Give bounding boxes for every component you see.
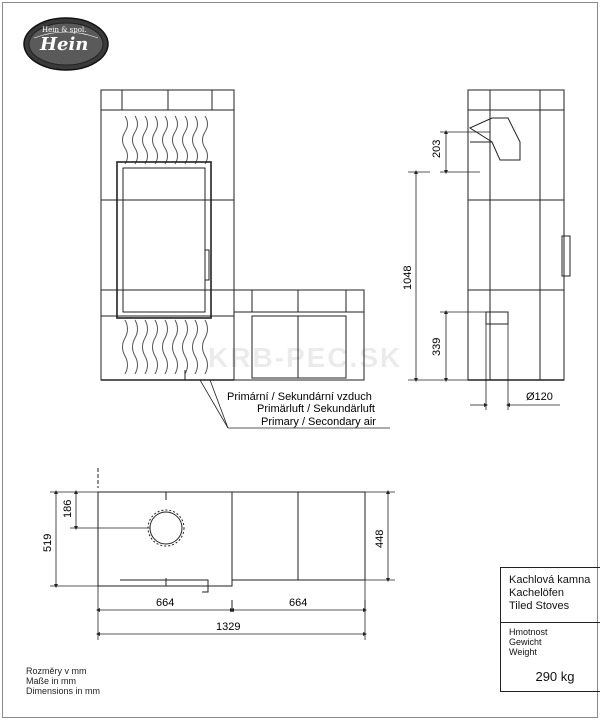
dim-flue-offset: 203 (431, 139, 443, 158)
title-line-de: Kachelöfen (509, 587, 565, 599)
logo-top-text: Hein & spol. (42, 26, 87, 34)
units-note-en: Dimensions in mm (26, 686, 101, 696)
dim-flue-height: 1048 (402, 265, 414, 290)
dim-depth-total: 519 (42, 533, 54, 552)
weight-label-cz: Hmotnost (509, 627, 548, 637)
units-note (26, 666, 100, 696)
title-block (500, 567, 600, 692)
title-line-cz: Kachlová kamna (509, 574, 591, 586)
logo-main-text: Hein (40, 34, 89, 55)
units-note-cz: Rozměry v mm (26, 666, 87, 676)
units-note-de: Maße in mm (26, 676, 77, 686)
dim-width-stove: 664 (156, 597, 175, 609)
side-view (468, 90, 570, 380)
plan-view (98, 468, 365, 612)
watermark: KRB-PEC.SK (208, 342, 403, 373)
weight-value: 290 kg (535, 669, 575, 684)
dim-air-inlet-diameter: Ø120 (526, 391, 553, 403)
air-label-german: Primärluft / Sekundärluft (257, 403, 375, 415)
weight-label-de: Gewicht (509, 637, 542, 647)
title-line-en: Tiled Stoves (509, 600, 570, 612)
air-label-english: Primary / Secondary air (261, 416, 376, 428)
air-label-czech: Primární / Sekundární vzduch (227, 391, 372, 403)
dim-width-bench: 664 (289, 597, 308, 609)
dim-depth-bench: 448 (374, 529, 386, 548)
dim-width-total: 1329 (216, 621, 241, 633)
dim-air-inlet-height: 339 (431, 337, 443, 356)
dim-flue-from-back: 186 (62, 499, 74, 518)
weight-label-en: Weight (509, 647, 537, 657)
front-view (101, 90, 234, 380)
